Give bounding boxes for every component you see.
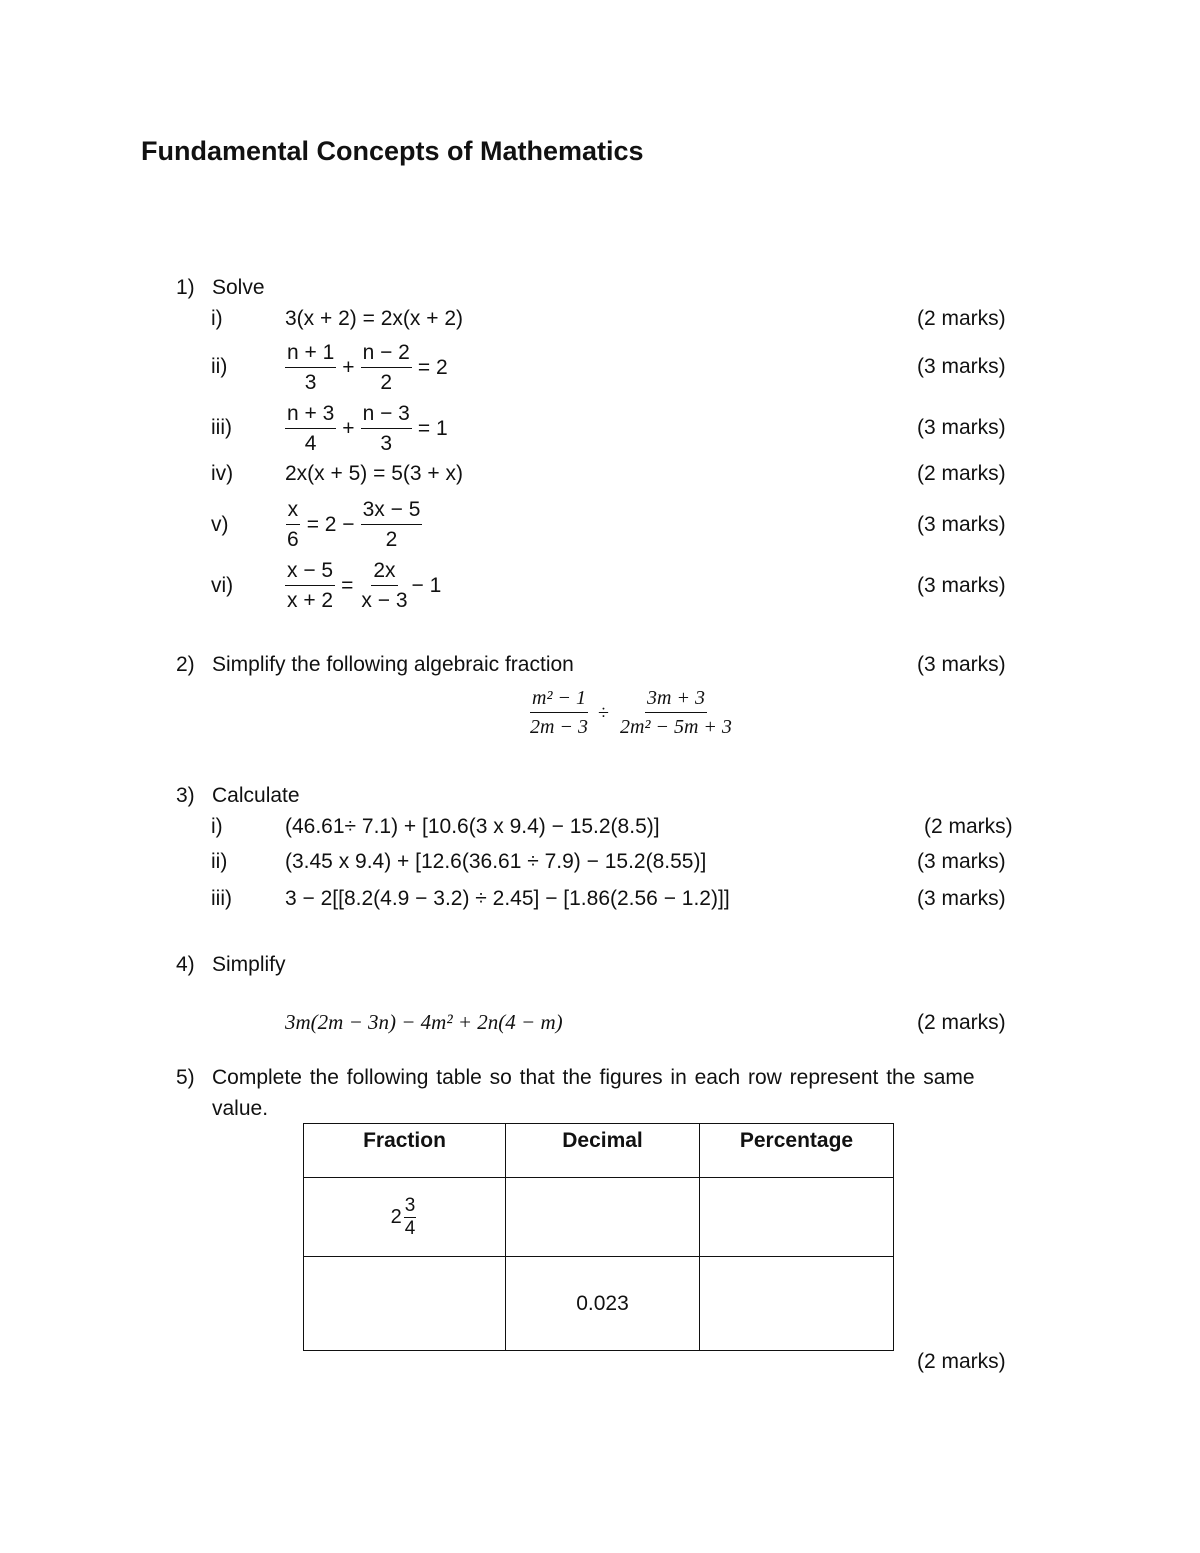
- q1-ii-marks: (3 marks): [917, 355, 1006, 378]
- q1-vi-label: vi): [211, 574, 234, 597]
- q3-ii-expr: (3.45 x 9.4) + [12.6(36.61 ÷ 7.9) − 15.2(8.55)]: [285, 850, 707, 873]
- fraction: $\frac{\text{m² − 1}}{2m - 3}$: [530, 687, 588, 738]
- fraction: $\frac{n + 1}{3}$: [287, 341, 335, 395]
- q1-v-label: v): [211, 513, 229, 536]
- q1-iii-expr: $\frac{n + 3}{4}$ + $\frac{n - 3}{3}$ = 1: [287, 402, 448, 456]
- q1-vi-expr: $\frac{x - 5}{x + 2}$ = $\frac{2x}{x - 3}$ − 1: [287, 559, 442, 613]
- table-header-row: [304, 1124, 894, 1178]
- fraction: $\frac{3m + 3}{\text{2m² − 5m + 3}}$: [620, 687, 732, 738]
- q3-ii-label: ii): [211, 850, 228, 873]
- q1-i-marks: (2 marks): [917, 307, 1006, 330]
- q2-expr: $\frac{\text{m² − 1}}{2m - 3}$ ÷ $\frac{3m + 3}{\text{2m² − 5m + 3}}$: [524, 688, 739, 738]
- header-percentage: Percentage: [700, 1124, 894, 1178]
- q1-iv-label: iv): [211, 462, 234, 485]
- q1-i-label: i): [211, 307, 223, 330]
- cell-decimal: 0.023: [506, 1257, 700, 1351]
- q1-iii-marks: (3 marks): [917, 416, 1006, 439]
- cell-fraction: [304, 1178, 506, 1257]
- q1-text: Solve: [212, 276, 265, 299]
- q4-expr: 3m(2m − 3n) − 4m² + 2n(4 − m): [285, 1010, 563, 1034]
- cell-percentage[interactable]: [700, 1257, 894, 1351]
- q2-number: 2): [176, 653, 195, 676]
- cell-fraction[interactable]: [304, 1257, 506, 1351]
- table-row: [304, 1178, 894, 1257]
- q4-text: Simplify: [212, 953, 286, 976]
- q1-vi-marks: (3 marks): [917, 574, 1006, 597]
- fraction: $\frac{x - 5}{x + 2}$: [287, 559, 334, 613]
- q3-iii-marks: (3 marks): [917, 887, 1006, 910]
- fraction: $\frac{x}{6}$: [287, 498, 299, 552]
- q3-i-expr: (46.61÷ 7.1) + [10.6(3 x 9.4) − 15.2(8.5)]: [285, 815, 660, 838]
- fraction: $\frac{n + 3}{4}$: [287, 402, 335, 456]
- q2-marks: (3 marks): [917, 653, 1006, 676]
- cell-percentage[interactable]: [700, 1178, 894, 1257]
- q1-ii-label: ii): [211, 355, 228, 378]
- cell-decimal[interactable]: [506, 1178, 700, 1257]
- page-title: Fundamental Concepts of Mathematics: [141, 136, 644, 166]
- q3-iii-label: iii): [211, 887, 232, 910]
- q4-number: 4): [176, 953, 195, 976]
- q3-i-marks: (2 marks): [924, 815, 1013, 838]
- q1-iv-marks: (2 marks): [917, 462, 1006, 485]
- header-decimal: Decimal: [506, 1124, 700, 1178]
- q4-marks: (2 marks): [917, 1011, 1006, 1034]
- table-row: [304, 1257, 894, 1351]
- q3-i-label: i): [211, 815, 223, 838]
- q1-ii-expr: $\frac{n + 1}{3}$ + $\frac{n - 2}{2}$ = 2: [287, 341, 448, 395]
- q3-ii-marks: (3 marks): [917, 850, 1006, 873]
- q1-number: 1): [176, 276, 195, 299]
- fraction: $\frac{n - 3}{3}$: [362, 402, 410, 456]
- q2-text: Simplify the following algebraic fraction: [212, 653, 574, 676]
- fraction: $\frac{n - 2}{2}$: [362, 341, 410, 395]
- q5-number: 5): [176, 1066, 195, 1089]
- q5-marks: (2 marks): [917, 1350, 1006, 1373]
- q1-iv-expr: 2x(x + 5) = 5(3 + x): [285, 462, 463, 485]
- q5-text-line2: value.: [212, 1097, 269, 1120]
- q1-i-expr: 3(x + 2) = 2x(x + 2): [285, 307, 463, 330]
- q1-iii-label: iii): [211, 416, 232, 439]
- mixed-number: 2 $\frac{3}{4}$: [390, 1194, 416, 1239]
- header-fraction: Fraction: [304, 1124, 506, 1178]
- q1-v-expr: $\frac{x}{6}$ = 2 − $\frac{3x - 5}{2}$: [287, 498, 421, 552]
- q5-text-line1: Complete the following table so that the figures in each row represent the same: [212, 1066, 975, 1089]
- fraction: $\frac{3x - 5}{2}$: [362, 498, 421, 552]
- q3-text: Calculate: [212, 784, 300, 807]
- q3-iii-expr: 3 − 2[[8.2(4.9 − 3.2) ÷ 2.45] − [1.86(2.56 − 1.2)]]: [285, 887, 730, 910]
- q3-number: 3): [176, 784, 195, 807]
- conversion-table: [303, 1123, 894, 1351]
- q1-v-marks: (3 marks): [917, 513, 1006, 536]
- fraction: $\frac{2x}{x - 3}$: [361, 559, 408, 613]
